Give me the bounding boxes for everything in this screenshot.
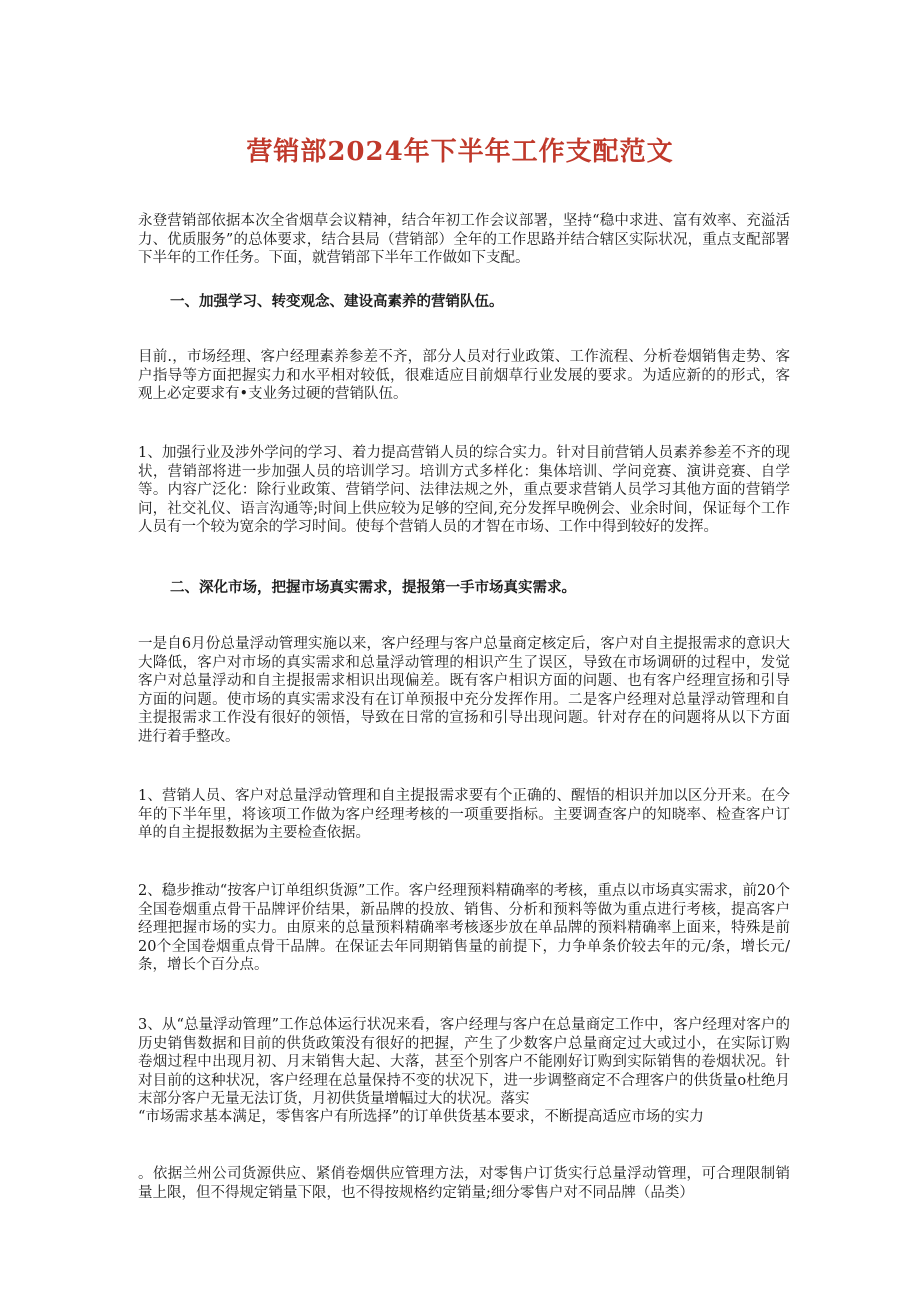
intro-paragraph: 永登营销部依据本次全省烟草会议精神，结合年初工作会议部署，坚持“稳中求进、富有效率、充溢活力、优质服务”的总体要求，结合县局（营销部）全年的工作思路并结合辖区实际状况，重点支配部署下半年的工作任务。下面，就营销部下半年工作做如下支配。 [138,213,790,267]
section-2-paragraph-4-continued: “市场需求基本满足，零售客户有所选择”的订单供货基本要求，不断提高适应市场的实力 [138,1109,704,1125]
section-2-paragraph-2: 1、营销人员、客户对总量浮动管理和自主提报需求要有个正确的、醒悟的相识并加以区分开来。在今年的下半年里，将该项工作做为客户经理考核的一项重要指标。主要调查客户的知晓率、检查客户订单的自主提报数据为主要检查依据。 [138,788,790,842]
section-2-paragraph-3: 2、稳步推动“按客户订单组织货源”工作。客户经理预料精确率的考核，重点以市场真实需求，前20个全国卷烟重点骨干品牌评价结果，新品牌的投放、销售、分析和预料等做为重点进行考核，提高客户经理把握市场的实力。由原来的总量预料精确率考核逐步放在单品牌的预料精确率上面来，特殊是前20个全国卷烟重点骨干品牌。在保证去年同期销售量的前提下，力争单条价较去年的元/条，增长元/条，增长个百分点。 [138,883,790,974]
section-2-paragraph-5: 。依据兰州公司货源供应、紧俏卷烟供应管理方法，对零售户订货实行总量浮动管理，可合理限制销量上限，但不得规定销量下限，也不得按规格约定销量;细分零售户对不同品牌（品类） [138,1166,790,1201]
section-1-heading: 一、加强学习、转变观念、建设高素养的营销队伍。 [170,294,504,310]
section-1-paragraph-1: 目前.，市场经理、客户经理素养参差不齐，部分人员对行业政策、工作流程、分析卷烟销售走势、客户指导等方面把握实力和水平相对较低，很难适应目前烟草行业发展的要求。为适应新的的形式，客观上必定要求有•支业务过硬的营销队伍。 [138,349,790,403]
section-1-paragraph-2: 1、加强行业及涉外学问的学习、着力提高营销人员的综合实力。针对目前营销人员素养参差不齐的现状，营销部将进一步加强人员的培训学习。培训方式多样化：集体培训、学问竞赛、演讲竞赛、自学等。内容广泛化：除行业政策、营销学问、法律法规之外，重点要求营销人员学习其他方面的营销学问，社交礼仪、语言沟通等;时间上供应较为足够的空间,充分发挥早晚例会、业余时间，保证每个工作人员有一个较为宽余的学习时间。使每个营销人员的才智在市场、工作中得到较好的发挥。 [138,445,790,536]
document-title: 营销部2024年下半年工作支配范文 [246,137,674,167]
section-2-heading: 二、深化市场，把握市场真实需求，提报第一手市场真实需求。 [170,580,576,596]
section-2-paragraph-4: 3、从“总量浮动管理”工作总体运行状况来看，客户经理与客户在总量商定工作中，客户经理对客户的历史销售数据和目前的供货政策没有很好的把握，产生了少数客户总量商定过大或过小，在实际订购卷烟过程中出现月初、月末销售大起、大落，甚至个别客户不能刚好订购到实际销售的卷烟状况。针对目前的这种状况，客户经理在总量保持不变的状况下，进一步调整商定不合理客户的供货量o杜绝月末部分客户无量无法订货，月初供货量增幅过大的状况。落实 [138,1017,790,1108]
section-2-paragraph-1: 一是自6月份总量浮动管理实施以来，客户经理与客户总量商定核定后，客户对自主提报需求的意识大大降低，客户对市场的真实需求和总量浮动管理的相识产生了误区，导致在市场调研的过程中，发觉客户对总量浮动和自主提报需求相识出现偏差。既有客户相识方面的问题、也有客户经理宣扬和引导方面的问题。使市场的真实需求没有在订单预报中充分发挥作用。二是客户经理对总量浮动管理和自主提报需求工作没有很好的领悟，导致在日常的宣扬和引导出现问题。针对存在的问题将从以下方面进行着手整改。 [138,636,790,745]
